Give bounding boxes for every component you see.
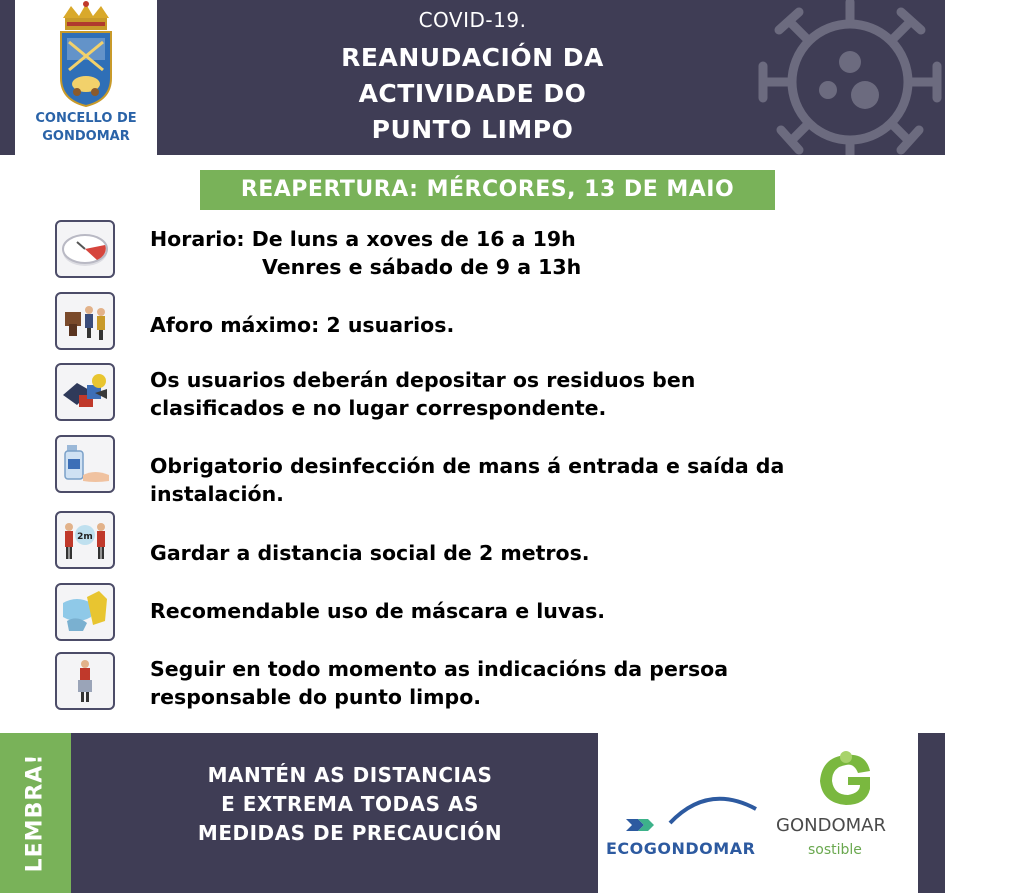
logo-text-line2: GONDOMAR	[42, 129, 130, 144]
lembra-label: LEMBRA!	[22, 753, 48, 873]
logo-text-line1: CONCELLO DE	[35, 111, 137, 126]
lembra-strip	[0, 733, 71, 893]
reopening-banner: REAPERTURA: MÉRCORES, 13 DE MAIO	[200, 170, 775, 210]
clock-icon	[55, 220, 115, 278]
item-disinfection-line2: instalación.	[150, 482, 284, 506]
distance-badge: 2m	[77, 532, 93, 542]
title-line-2: ACTIVIDADE DO	[358, 79, 587, 108]
ecogondomar-logo: ECOGONDOMAR	[606, 839, 756, 858]
footer-message-line3: MEDIDAS DE PRECAUCIÓN	[197, 821, 503, 845]
item-hours-line1: Horario: De luns a xoves de 16 a 19h	[150, 227, 576, 251]
header-banner	[0, 0, 945, 155]
footer-logos	[598, 733, 918, 893]
item-distance: Gardar a distancia social de 2 metros.	[150, 541, 590, 565]
item-capacity: Aforo máximo: 2 usuarios.	[150, 313, 455, 337]
concello-logo	[15, 0, 157, 155]
item-hours-line2: Venres e sábado de 9 a 13h	[262, 255, 582, 279]
staff-person-icon	[55, 652, 115, 710]
item-follow-line2: responsable do punto limpo.	[150, 685, 482, 709]
covid-label: COVID-19.	[418, 8, 527, 32]
ecogondomar-logo-icon	[608, 783, 758, 843]
hand-sanitizer-icon	[55, 435, 115, 493]
title-line-1: REANUDACIÓN DA	[341, 43, 604, 72]
footer-message	[140, 761, 560, 848]
coat-of-arms-icon	[15, 0, 157, 110]
item-disinfection-line1: Obrigatorio desinfección de mans á entrada e saída da	[150, 454, 785, 478]
mask-gloves-icon	[55, 583, 115, 641]
virus-icon	[755, 0, 945, 155]
sorted-waste-icon	[55, 363, 115, 421]
title-line-3: PUNTO LIMPO	[371, 115, 574, 144]
item-sorting-line2: clasificados e no lugar correspondente.	[150, 396, 607, 420]
gondomar-sostible-logo-icon	[806, 749, 886, 809]
footer-banner	[0, 733, 945, 893]
item-sorting-line1: Os usuarios deberán depositar os residuos ben	[150, 368, 696, 392]
footer-message-line1: MANTÉN AS DISTANCIAS	[207, 763, 493, 787]
item-follow-line1: Seguir en todo momento as indicacións da persoa	[150, 657, 729, 681]
gondomar-logo: GONDOMAR	[776, 815, 886, 836]
people-waste-icon	[55, 292, 115, 350]
page-title	[300, 40, 645, 148]
footer-message-line2: E EXTREMA TODAS AS	[221, 792, 479, 816]
social-distance-icon	[55, 511, 115, 569]
sostible-logo: sostible	[808, 842, 862, 858]
item-mask: Recomendable uso de máscara e luvas.	[150, 599, 606, 623]
